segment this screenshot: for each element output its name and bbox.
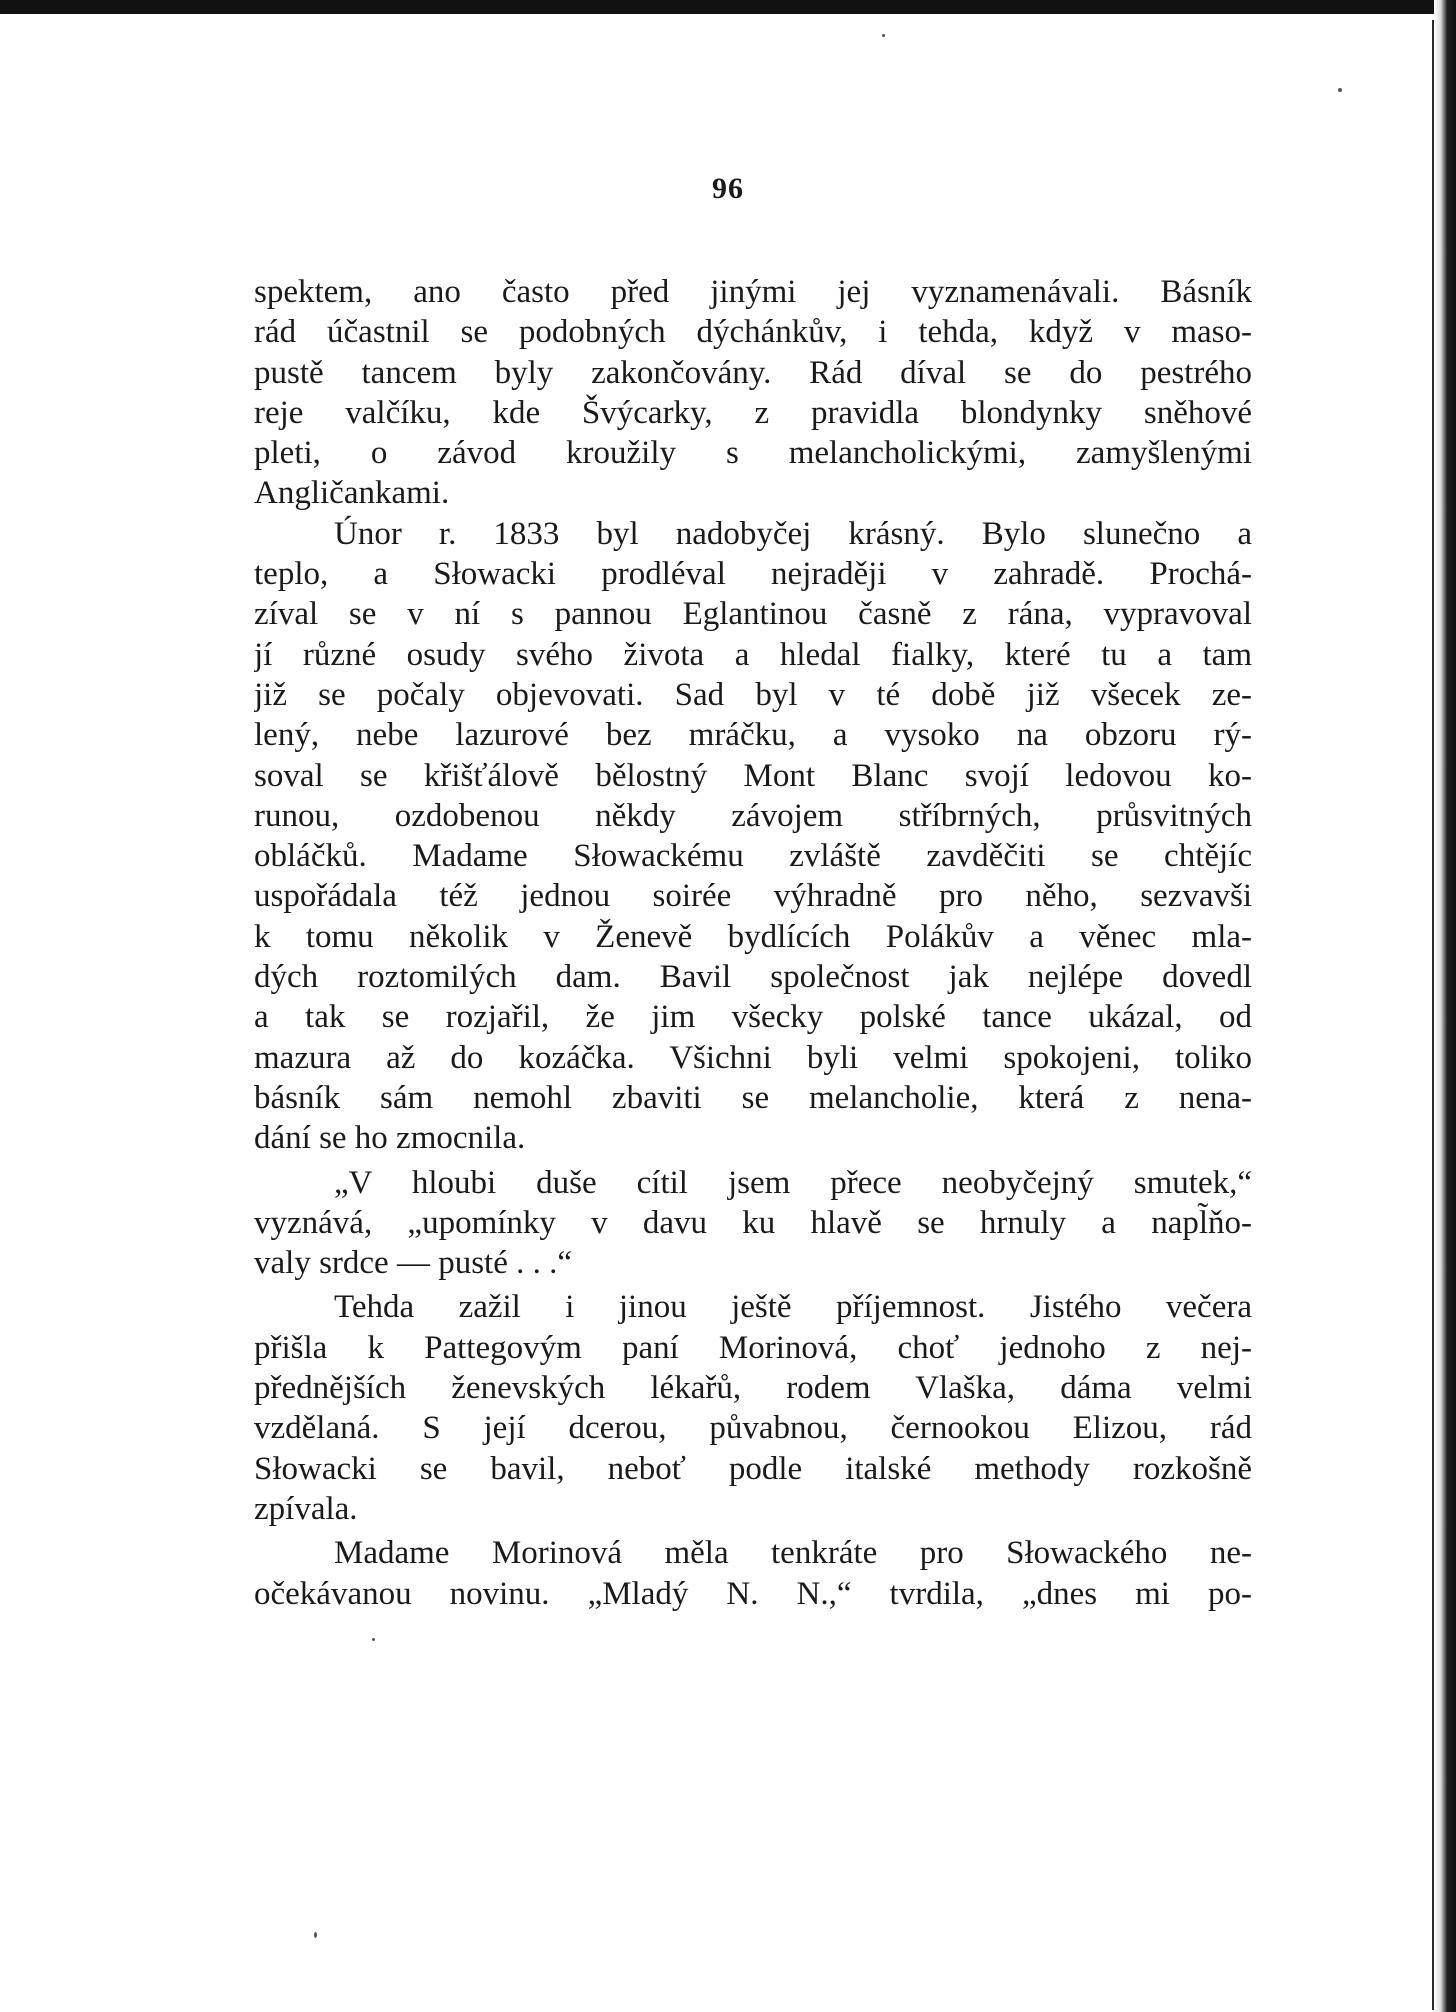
text-line: Únor r. 1833 byl nadobyčej krásný. Bylo slunečno a <box>334 515 1252 552</box>
text-line: již se počaly objevovati. Sad byl v té době již všecek ze- <box>254 676 1252 713</box>
text-line: „V hloubi duše cítil jsem přece neobyčejný smutek,“ <box>334 1164 1252 1201</box>
text-line: mazura až do kozáčka. Všichni byli velmi spokojeni, toliko <box>254 1039 1252 1076</box>
page-number: 96 <box>712 172 744 205</box>
text-line: spektem, ano často před jinými jej vyznamenávali. Básník <box>254 274 1252 310</box>
paragraph <box>254 514 1252 1159</box>
text-line: lený, nebe lazurové bez mráčku, a vysoko na obzoru rý- <box>254 717 1252 754</box>
text-line: Słowacki se bavil, neboť podle italské methody rozkošně <box>254 1450 1252 1487</box>
text-line: zíval se v ní s pannou Eglantinou časně z rána, vypravoval <box>254 596 1252 633</box>
text-line: přišla k Pattegovým paní Morinová, choť jednoho z nej- <box>254 1329 1252 1366</box>
text-line: runou, ozdobenou někdy závojem stříbrných, průsvitných <box>254 797 1252 834</box>
text-line: očekávanou novinu. „Mladý N. N.,“ tvrdila, „dnes mi po- <box>254 1575 1252 1612</box>
text-line: soval se křišťálově bělostný Mont Blanc svojí ledovou ko- <box>254 757 1252 794</box>
paragraph <box>254 272 1252 514</box>
text-line: k tomu několik v Ženevě bydlících Polákův a věnec mla- <box>254 918 1252 955</box>
text-line: pustě tancem byly zakončovány. Rád díval se do pestrého <box>254 354 1252 391</box>
text-line: básník sám nemohl zbaviti se melancholie, která z nena- <box>254 1079 1252 1116</box>
text-line: zpívala. <box>254 1490 358 1527</box>
text-line: a tak se rozjařil, že jim všecky polské tance ukázal, od <box>254 999 1252 1036</box>
scan-speck <box>372 1638 375 1641</box>
scan-speck <box>1338 88 1342 92</box>
scan-right-edge <box>1434 0 1456 2012</box>
scan-speck <box>314 1932 317 1938</box>
text-line: reje valčíku, kde Švýcarky, z pravidla blondynky sněhové <box>254 394 1252 431</box>
text-line: pleti, o závod kroužily s melancholickými, zamyšlenými <box>254 435 1252 472</box>
text-line: rád účastnil se podobných dýchánkův, i tehda, když v maso- <box>254 314 1252 351</box>
text-line: vzdělaná. S její dcerou, půvabnou, černookou Elizou, rád <box>254 1410 1252 1447</box>
text-line: dých roztomilých dam. Bavil společnost jak nejlépe dovedl <box>254 959 1252 996</box>
text-line: vyznává, „upomínky v davu ku hlavě se hrnuly a napl̃ňo- <box>254 1204 1252 1241</box>
text-line: dání se ho zmocnila. <box>254 1120 526 1157</box>
text-line: teplo, a Słowacki prodléval nejraději v zahradě. Prochá- <box>254 556 1252 593</box>
paragraph <box>254 1533 1252 1614</box>
text-line: Madame Morinová měla tenkráte pro Słowackého ne- <box>334 1535 1252 1572</box>
text-line: Angličankami. <box>254 475 450 512</box>
scan-top-edge <box>0 0 1456 14</box>
body-text <box>254 272 1252 1614</box>
scan-speck <box>882 34 885 37</box>
text-line: Tehda zažil i jinou ještě příjemnost. Jistého večera <box>334 1289 1252 1326</box>
text-line: jí různé osudy svého života a hledal fialky, které tu a tam <box>254 636 1252 673</box>
text-line: obláčků. Madame Słowackému zvláště zavděčiti se chtějíc <box>254 838 1252 875</box>
text-line: valy srdce — pusté . . .“ <box>254 1245 572 1282</box>
paragraph <box>254 1163 1252 1284</box>
paragraph <box>254 1287 1252 1529</box>
text-line: přednějších ženevských lékařů, rodem Vlaška, dáma velmi <box>254 1370 1252 1407</box>
text-line: uspořádala též jednou soirée výhradně pro něho, sezvavši <box>254 878 1252 915</box>
